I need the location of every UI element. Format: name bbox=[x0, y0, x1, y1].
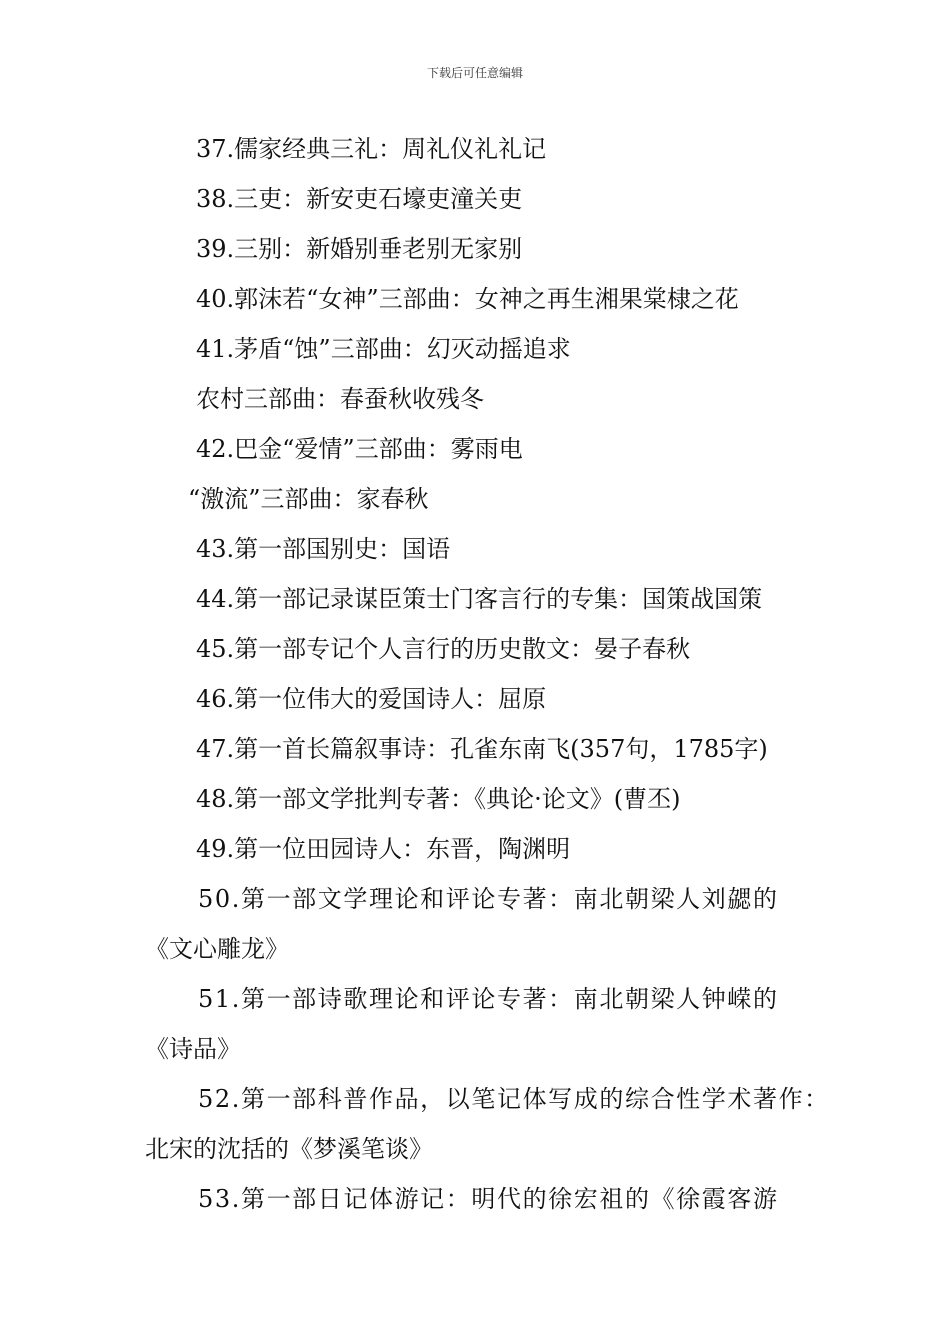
list-item: 43.第一部国别史：国语 bbox=[196, 535, 451, 563]
list-item: 42.巴金“爱情”三部曲：雾雨电 bbox=[196, 435, 523, 463]
list-item: 44.第一部记录谋臣策士门客言行的专集：国策战国策 bbox=[196, 585, 763, 613]
list-item-continuation: “激流”三部曲：家春秋 bbox=[188, 485, 429, 513]
list-item: 41.茅盾“蚀”三部曲：幻灭动摇追求 bbox=[196, 335, 571, 363]
list-item-continuation: 农村三部曲：春蚕秋收残冬 bbox=[196, 385, 484, 413]
list-item: 52.第一部科普作品，以笔记体写成的综合性学术著作： bbox=[198, 1085, 830, 1113]
document-body bbox=[0, 124, 950, 1224]
list-item: 51.第一部诗歌理论和评论专著：南北朝梁人钟嵘的 bbox=[198, 985, 779, 1013]
list-item-continuation: 《诗品》 bbox=[145, 1035, 241, 1063]
list-item-continuation: 北宋的沈括的《梦溪笔谈》 bbox=[145, 1135, 433, 1163]
list-item: 46.第一位伟大的爱国诗人：屈原 bbox=[196, 685, 547, 713]
page-header: 下载后可任意编辑 bbox=[426, 66, 523, 80]
list-item: 50.第一部文学理论和评论专著：南北朝梁人刘勰的 bbox=[198, 885, 779, 913]
list-item: 45.第一部专记个人言行的历史散文：晏子春秋 bbox=[196, 635, 691, 663]
list-item-continuation: 《文心雕龙》 bbox=[145, 935, 289, 963]
list-item: 40.郭沫若“女神”三部曲：女神之再生湘果棠棣之花 bbox=[196, 285, 739, 313]
list-item: 48.第一部文学批判专著：《典论·论文》(曹丕) bbox=[196, 785, 681, 813]
list-item: 47.第一首长篇叙事诗：孔雀东南飞(357句，1785字) bbox=[196, 735, 768, 763]
list-item: 39.三别：新婚别垂老别无家别 bbox=[196, 235, 523, 263]
list-item: 49.第一位田园诗人：东晋，陶渊明 bbox=[196, 835, 571, 863]
list-item: 37.儒家经典三礼：周礼仪礼礼记 bbox=[196, 135, 547, 163]
list-item: 53.第一部日记体游记：明代的徐宏祖的《徐霞客游 bbox=[198, 1185, 779, 1213]
list-item: 38.三吏：新安吏石壕吏潼关吏 bbox=[196, 185, 523, 213]
